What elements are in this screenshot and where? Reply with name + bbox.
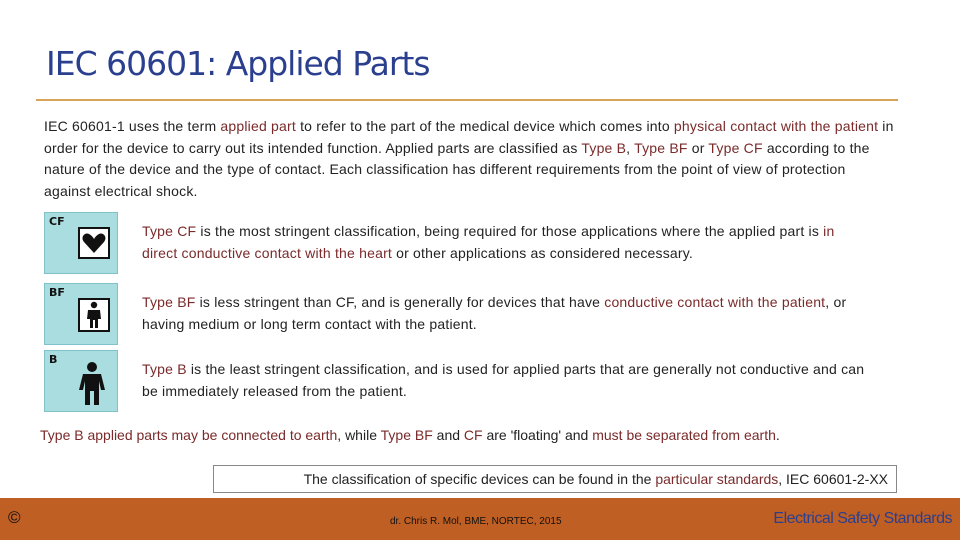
type-cf-symbol: [44, 212, 118, 274]
closing-text: , while: [337, 427, 381, 443]
closing-highlight: must be separated from earth: [592, 427, 776, 443]
heart-icon: [78, 227, 110, 259]
classification-text: , IEC 60601-2-XX: [778, 471, 888, 487]
type-cf-text: or other applications as considered necessary.: [392, 245, 693, 261]
type-cf-text: is the most stringent classification, being required for those applications where the applied part is: [196, 223, 824, 239]
intro-text: IEC 60601-1 uses the term: [44, 118, 221, 134]
classification-note-box: [213, 465, 897, 493]
intro-text: according to the nature of the device and the type of contact. Each classification has different requirements from the point of view of protection against electrical shock.: [44, 139, 870, 199]
copyright-symbol: ©: [8, 508, 21, 527]
title-divider: [36, 99, 898, 101]
type-bf-symbol-label: BF: [49, 286, 65, 299]
type-bf-name: Type BF: [142, 294, 196, 310]
intro-highlight: Type BF: [634, 139, 688, 156]
closing-text: and: [432, 427, 464, 443]
intro-highlight: physical contact with the patient: [673, 118, 879, 134]
type-b-text: is the least stringent classification, and is used for applied parts that are generally not conductive and can be immediately released from the patient.: [142, 361, 865, 399]
intro-text: to refer to the part of the medical device which comes into: [295, 118, 674, 134]
intro-text: ,: [626, 139, 635, 156]
type-cf-symbol-label: CF: [49, 215, 65, 228]
closing-paragraph: [40, 425, 880, 446]
closing-highlight: CF: [463, 427, 483, 443]
slide-title: IEC 60601: Applied Parts: [46, 44, 430, 83]
intro-highlight: applied part: [220, 118, 296, 134]
closing-text: are 'floating' and: [482, 427, 593, 443]
type-bf-highlight: conductive contact with the patient: [604, 294, 826, 310]
closing-highlight: Type B applied parts may be connected to earth: [40, 427, 338, 443]
type-bf-text: is less stringent than CF, and is generally for devices that have: [195, 294, 605, 310]
type-cf-description: [142, 220, 872, 264]
closing-text: .: [775, 427, 780, 443]
classification-text: The classification of specific devices can be found in the: [303, 471, 656, 487]
footer-bar: [0, 498, 960, 540]
intro-paragraph: [44, 116, 894, 202]
type-b-description: [142, 358, 872, 402]
footer-title: Electrical Safety Standards: [773, 510, 952, 527]
type-b-name: Type B: [142, 361, 187, 377]
type-b-symbol-label: B: [49, 353, 58, 366]
type-bf-symbol: [44, 283, 118, 345]
person-icon: [75, 361, 109, 407]
author-credit: dr. Chris R. Mol, BME, NORTEC, 2015: [390, 516, 562, 527]
classification-highlight: particular standards: [655, 471, 779, 487]
type-cf-name: Type CF: [142, 223, 197, 239]
type-bf-text: , or having medium or long term contact with the patient.: [142, 294, 847, 332]
boxed-person-icon: [78, 298, 110, 332]
intro-text: in order for the device to carry out its intended function. Applied parts are classified as: [44, 118, 894, 156]
type-b-symbol: [44, 350, 118, 412]
intro-highlight: Type B: [581, 139, 627, 156]
intro-highlight: Type CF: [708, 139, 763, 156]
type-cf-highlight: in direct conductive contact with the heart: [142, 223, 835, 261]
intro-text: or: [687, 139, 709, 156]
closing-highlight: Type BF: [380, 427, 433, 443]
type-bf-description: [142, 291, 872, 335]
